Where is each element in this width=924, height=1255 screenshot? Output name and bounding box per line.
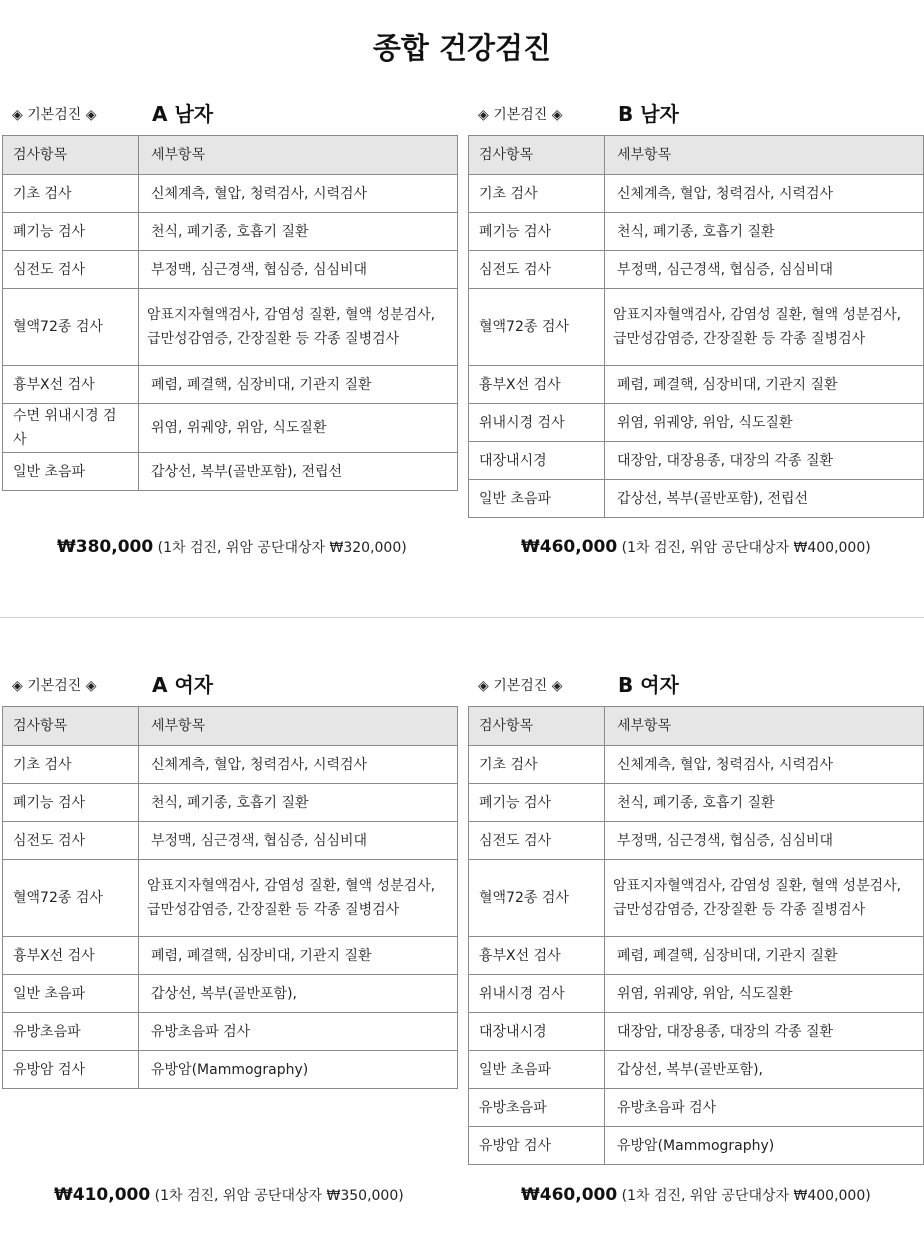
detail-item-cell: 갑상선, 복부(골반포함), 전립선 [139,453,458,491]
table-row [469,975,924,1013]
detail-item-cell: 암표지자혈액검사, 감염성 질환, 혈액 성분검사, 급만성감염증, 간장질환 등 각종 질병검사 [605,860,924,937]
plan-block-b-male [468,98,923,518]
detail-item-cell: 천식, 폐기종, 호흡기 질환 [139,784,458,822]
table-row [469,213,924,251]
table-row [469,1089,924,1127]
plan-name: B 여자 [618,673,679,697]
exam-item-cell: 기초 검사 [3,175,139,213]
plan-header [2,669,457,706]
detail-item-cell: 신체계측, 혈압, 청력검사, 시력검사 [605,746,924,784]
table-row [3,746,458,784]
table-row [469,251,924,289]
detail-item-cell: 폐렴, 폐결핵, 심장비대, 기관지 질환 [605,366,924,404]
table-row [469,1051,924,1089]
table-row [469,289,924,366]
detail-item-cell: 부정맥, 심근경색, 협심증, 심심비대 [139,251,458,289]
table-row [469,860,924,937]
plan-name: A 남자 [152,102,214,126]
exam-item-cell: 일반 초음파 [469,1051,605,1089]
table-row [3,453,458,491]
exam-item-cell: 혈액72종 검사 [3,860,139,937]
exam-item-cell: 일반 초음파 [469,480,605,518]
exam-item-cell: 기초 검사 [3,746,139,784]
table-header-row [469,707,924,746]
exam-item-cell: 일반 초음파 [3,975,139,1013]
header-exam-item: 검사항목 [3,136,139,175]
detail-item-cell: 유방초음파 검사 [605,1089,924,1127]
header-detail-item: 세부항목 [605,136,924,175]
exam-item-cell: 위내시경 검사 [469,975,605,1013]
detail-item-cell: 폐렴, 폐결핵, 심장비대, 기관지 질환 [139,366,458,404]
plan-header [2,98,457,135]
detail-item-cell: 폐렴, 폐결핵, 심장비대, 기관지 질환 [605,937,924,975]
section-label: ◈ 기본검진 ◈ [478,678,563,694]
page-title: 종합 건강검진 [372,31,552,65]
detail-item-cell: 위염, 위궤양, 위암, 식도질환 [605,404,924,442]
exam-item-cell: 심전도 검사 [469,822,605,860]
detail-item-cell: 천식, 폐기종, 호흡기 질환 [605,784,924,822]
exam-item-cell: 폐기능 검사 [3,784,139,822]
price-amount: ₩380,000 [57,537,154,557]
table-row [469,366,924,404]
exam-item-cell: 유방초음파 [469,1089,605,1127]
exam-item-cell: 흉부X선 검사 [469,937,605,975]
table-row [469,175,924,213]
detail-item-cell: 위염, 위궤양, 위암, 식도질환 [605,975,924,1013]
detail-item-cell: 갑상선, 복부(골반포함), [139,975,458,1013]
header-detail-item: 세부항목 [605,707,924,746]
exam-item-cell: 위내시경 검사 [469,404,605,442]
price-note: (1차 검진, 위암 공단대상자 ₩400,000) [621,540,871,556]
exam-item-cell: 흉부X선 검사 [3,937,139,975]
detail-item-cell: 폐렴, 폐결핵, 심장비대, 기관지 질환 [139,937,458,975]
exam-item-cell: 심전도 검사 [3,251,139,289]
exam-item-cell: 흉부X선 검사 [3,366,139,404]
exam-item-cell: 흉부X선 검사 [469,366,605,404]
exam-item-cell: 일반 초음파 [3,453,139,491]
exam-item-cell: 혈액72종 검사 [3,289,139,366]
price-note: (1차 검진, 위암 공단대상자 ₩350,000) [154,1188,404,1204]
exam-table [468,706,924,1165]
detail-item-cell: 부정맥, 심근경색, 협심증, 심심비대 [139,822,458,860]
detail-item-cell: 대장암, 대장용종, 대장의 각종 질환 [605,1013,924,1051]
table-row [3,822,458,860]
detail-item-cell: 갑상선, 복부(골반포함), 전립선 [605,480,924,518]
detail-item-cell: 부정맥, 심근경색, 협심증, 심심비대 [605,822,924,860]
table-row [3,1013,458,1051]
detail-item-cell: 유방암(Mammography) [139,1051,458,1089]
exam-item-cell: 폐기능 검사 [469,213,605,251]
table-row [3,289,458,366]
exam-item-cell: 수면 위내시경 검사 [3,404,139,453]
exam-table [2,706,458,1089]
exam-table [2,135,458,491]
table-row [469,937,924,975]
header-detail-item: 세부항목 [139,136,458,175]
table-row [469,822,924,860]
table-header-row [469,136,924,175]
table-row [3,1051,458,1089]
detail-item-cell: 위염, 위궤양, 위암, 식도질환 [139,404,458,453]
price-line-a-male [57,537,407,557]
exam-item-cell: 대장내시경 [469,1013,605,1051]
table-row [3,975,458,1013]
section-label: ◈ 기본검진 ◈ [12,678,97,694]
price-note: (1차 검진, 위암 공단대상자 ₩320,000) [157,540,407,556]
plan-header [468,669,923,706]
price-line-a-female [54,1185,404,1205]
detail-item-cell: 암표지자혈액검사, 감염성 질환, 혈액 성분검사, 급만성감염증, 간장질환 등 각종 질병검사 [139,289,458,366]
table-row [3,860,458,937]
table-row [3,404,458,453]
price-amount: ₩460,000 [521,537,618,557]
exam-item-cell: 유방암 검사 [469,1127,605,1165]
exam-item-cell: 심전도 검사 [469,251,605,289]
exam-item-cell: 폐기능 검사 [3,213,139,251]
table-row [469,480,924,518]
detail-item-cell: 천식, 폐기종, 호흡기 질환 [605,213,924,251]
table-row [469,404,924,442]
price-note: (1차 검진, 위암 공단대상자 ₩400,000) [621,1188,871,1204]
price-amount: ₩410,000 [54,1185,151,1205]
exam-item-cell: 기초 검사 [469,175,605,213]
detail-item-cell: 갑상선, 복부(골반포함), [605,1051,924,1089]
exam-item-cell: 혈액72종 검사 [469,860,605,937]
detail-item-cell: 대장암, 대장용종, 대장의 각종 질환 [605,442,924,480]
price-amount: ₩460,000 [521,1185,618,1205]
exam-item-cell: 대장내시경 [469,442,605,480]
exam-item-cell: 유방암 검사 [3,1051,139,1089]
header-exam-item: 검사항목 [469,707,605,746]
detail-item-cell: 암표지자혈액검사, 감염성 질환, 혈액 성분검사, 급만성감염증, 간장질환 등 각종 질병검사 [139,860,458,937]
plan-name: B 남자 [618,102,679,126]
exam-item-cell: 폐기능 검사 [469,784,605,822]
table-row [3,784,458,822]
table-header-row [3,136,458,175]
detail-item-cell: 신체계측, 혈압, 청력검사, 시력검사 [139,746,458,784]
detail-item-cell: 유방암(Mammography) [605,1127,924,1165]
detail-item-cell: 암표지자혈액검사, 감염성 질환, 혈액 성분검사, 급만성감염증, 간장질환 등 각종 질병검사 [605,289,924,366]
section-label: ◈ 기본검진 ◈ [478,107,563,123]
exam-item-cell: 심전도 검사 [3,822,139,860]
table-row [469,442,924,480]
plan-block-b-female [468,669,923,1165]
table-row [469,1127,924,1165]
section-label: ◈ 기본검진 ◈ [12,107,97,123]
header-exam-item: 검사항목 [3,707,139,746]
exam-item-cell: 유방초음파 [3,1013,139,1051]
table-row [469,784,924,822]
table-row [469,746,924,784]
detail-item-cell: 신체계측, 혈압, 청력검사, 시력검사 [139,175,458,213]
table-row [3,366,458,404]
plan-block-a-male [2,98,457,491]
detail-item-cell: 천식, 폐기종, 호흡기 질환 [139,213,458,251]
plan-name: A 여자 [152,673,214,697]
detail-item-cell: 부정맥, 심근경색, 협심증, 심심비대 [605,251,924,289]
header-detail-item: 세부항목 [139,707,458,746]
table-row [3,937,458,975]
price-line-b-male [521,537,871,557]
exam-table [468,135,924,518]
detail-item-cell: 신체계측, 혈압, 청력검사, 시력검사 [605,175,924,213]
table-row [469,1013,924,1051]
exam-item-cell: 기초 검사 [469,746,605,784]
table-row [3,213,458,251]
header-exam-item: 검사항목 [469,136,605,175]
price-line-b-female [521,1185,871,1205]
table-row [3,251,458,289]
table-header-row [3,707,458,746]
detail-item-cell: 유방초음파 검사 [139,1013,458,1051]
plan-header [468,98,923,135]
plan-block-a-female [2,669,457,1089]
section-divider [0,617,924,618]
table-row [3,175,458,213]
exam-item-cell: 혈액72종 검사 [469,289,605,366]
